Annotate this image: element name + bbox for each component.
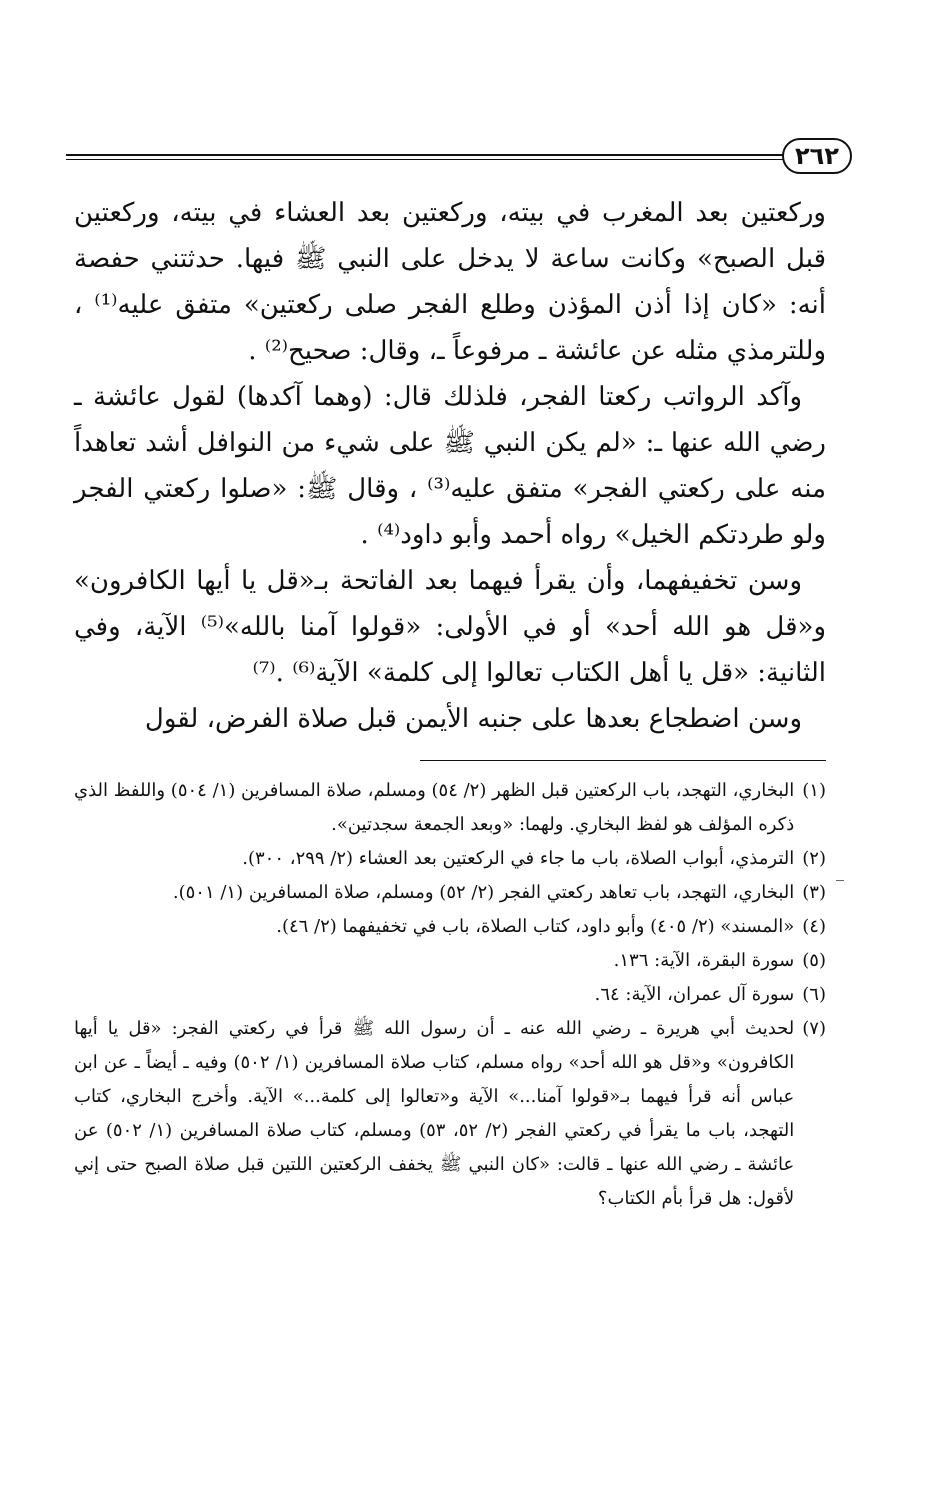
main-text — [74, 190, 826, 742]
footnote-text: البخاري، التهجد، باب تعاهد ركعتي الفجر (٢/ ٥٢) ومسلم، صلاة المسافرين (١/ ٥٠١). — [172, 882, 795, 903]
footnote-separator — [420, 760, 826, 761]
footnote-text: سورة آل عمران، الآية: ٦٤. — [594, 984, 795, 1005]
footnote-5 — [74, 944, 826, 978]
page-header — [66, 138, 852, 174]
footnote-3 — [74, 876, 826, 910]
page-number: ٢٦٢ — [782, 138, 852, 174]
footnote-number: (٥) — [802, 950, 826, 971]
margin-mark — [836, 880, 844, 881]
footnote-number: (٧) — [802, 1018, 826, 1039]
paragraph-3: وسن تخفيفهما، وأن يقرأ فيهما بعد الفاتحة بـ«قل يا أيها الكافرون» و«قل هو الله أحد» أو في الأولى: «قولوا آمنا بالله»⁽⁵⁾ الآية، وفي الثانية: «قل يا أهل الكتاب تعالوا إلى كلمة» الآية⁽⁶⁾ .⁽⁷⁾ — [74, 566, 826, 688]
paragraph-2: وآكد الرواتب ركعتا الفجر، فلذلك قال: (وهما آكدها) لقول عائشة ـ رضي الله عنها ـ: «لم يكن النبي ﷺ على شيء من النوافل أشد تعاهداً منه على ركعتي الفجر» متفق عليه⁽³⁾ ، وقال ﷺ: «صلوا ركعتي الفجر ولو طردتكم الخيل» رواه أحمد وأبو داود⁽⁴⁾ . — [74, 382, 826, 550]
paragraph-4: وسن اضطجاع بعدها على جنبه الأيمن قبل صلاة الفرض، لقول — [144, 704, 802, 734]
footnotes — [74, 774, 826, 1216]
footnote-number: (٤) — [802, 916, 826, 937]
footnote-text: «المسند» (٢/ ٤٠٥) وأبو داود، كتاب الصلاة، باب في تخفيفهما (٢/ ٤٦). — [276, 916, 795, 937]
paragraph-1: وركعتين بعد المغرب في بيته، وركعتين بعد العشاء في بيته، وركعتين قبل الصبح» وكانت ساعة لا يدخل على النبي ﷺ فيها. حدثتني حفصة أنه: «كان إذا أذن المؤذن وطلع الفجر صلى ركعتين» متفق عليه⁽¹⁾ ، وللترمذي مثله عن عائشة ـ مرفوعاً ـ، وقال: صحيح⁽²⁾ . — [74, 198, 826, 366]
footnote-4 — [74, 910, 826, 944]
footnote-2 — [74, 842, 826, 876]
footnote-text: لحديث أبي هريرة ـ رضي الله عنه ـ أن رسول الله ﷺ قرأ في ركعتي الفجر: «قل يا أيها الكافرون» و«قل هو الله أحد» رواه مسلم، كتاب صلاة المسافرين (١/ ٥٠٢) وفيه ـ أيضاً ـ عن ابن عباس أنه قرأ فيهما بـ«قولوا آمنا...» الآية و«تعالوا إلى كلمة...» الآية. وأخرج البخاري، كتاب التهجد، باب ما يقرأ في ركعتي الفجر (٢/ ٥٢، ٥٣) ومسلم، كتاب صلاة المسافرين (١/ ٥٠٢) عن عائشة ـ رضي الله عنها ـ قالت: «كان النبي ﷺ يخفف الركعتين اللتين قبل صلاة الصبح حتى إني لأقول: هل قرأ بأم الكتاب؟ — [74, 1018, 795, 1209]
footnote-6 — [74, 978, 826, 1012]
footnote-7 — [74, 1012, 826, 1216]
footnote-text: البخاري، التهجد، باب الركعتين قبل الظهر (٢/ ٥٤) ومسلم، صلاة المسافرين (١/ ٥٠٤) واللفظ الذي ذكره المؤلف هو لفظ البخاري. ولهما: «وبعد الجمعة سجدتين». — [74, 780, 795, 835]
header-rule — [66, 154, 792, 160]
footnote-number: (٦) — [802, 984, 826, 1005]
footnote-number: (٢) — [802, 848, 826, 869]
footnote-number: (١) — [802, 780, 826, 801]
footnote-1 — [74, 774, 826, 842]
footnote-text: سورة البقرة، الآية: ١٣٦. — [613, 950, 795, 971]
footnote-text: الترمذي، أبواب الصلاة، باب ما جاء في الركعتين بعد العشاء (٢/ ٢٩٩، ٣٠٠). — [242, 848, 795, 869]
footnote-number: (٣) — [802, 882, 826, 903]
